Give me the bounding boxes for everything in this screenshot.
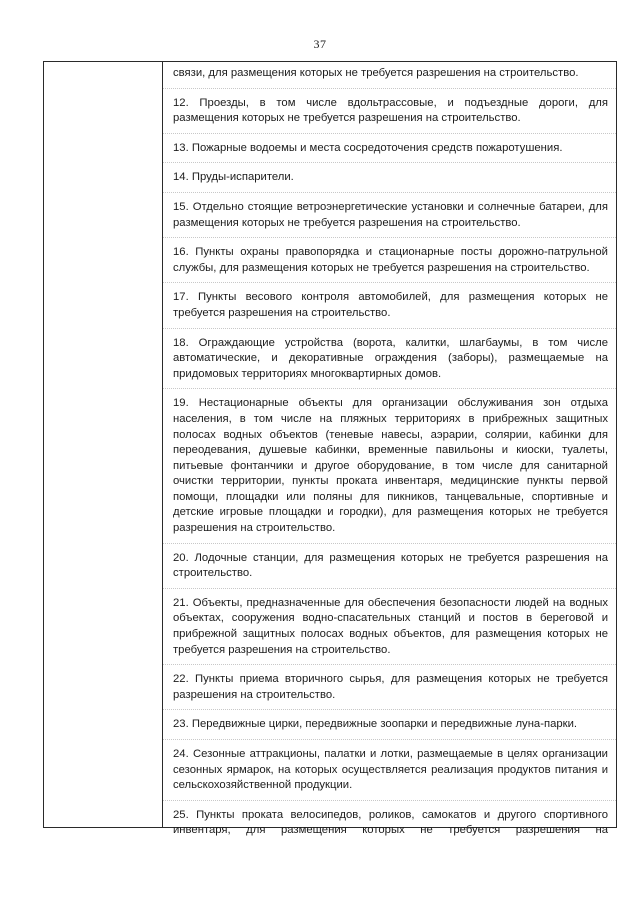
list-item: 20. Лодочные станции, для размещения которых не требуется разрешения на строительство.	[173, 551, 608, 580]
item-separator	[163, 388, 616, 389]
item-separator	[163, 709, 616, 710]
list-item: 18. Ограждающие устройства (ворота, калитки, шлагбаумы, в том числе автоматические, и декоративные ограждения (заборы), размещаемые на придомовых территориях многоквартирных домов.	[173, 336, 608, 380]
list-item: связи, для размещения которых не требуется разрешения на строительство.	[173, 67, 579, 79]
list-item: 13. Пожарные водоемы и места сосредоточения средств пожаротушения.	[173, 141, 563, 154]
list-item: 21. Объекты, предназначенные для обеспечения безопасности людей на водных объектах, сооружения водно-спасательных станций и постов в береговой и прибрежной защитных полосах водных объектов, для размещения которых не требуется разрешения на строительство.	[173, 596, 608, 656]
item-separator	[163, 88, 616, 89]
page-number: 37	[313, 37, 327, 51]
item-separator	[163, 237, 616, 238]
item-separator	[163, 588, 616, 589]
permitted-uses-table	[43, 61, 617, 837]
item-separator	[163, 800, 616, 801]
item-separator	[163, 543, 616, 544]
list-item: 14. Пруды-испарители.	[173, 171, 294, 184]
item-separator	[163, 192, 616, 193]
list-item: 12. Проезды, в том числе вдольтрассовые, и подъездные дороги, для размещения которых не требуется разрешения на строительство.	[173, 96, 608, 125]
list-item: 22. Пункты приема вторичного сырья, для размещения которых не требуется разрешения на строительство.	[173, 673, 608, 701]
item-separator	[163, 282, 616, 283]
list-item: 15. Отдельно стоящие ветроэнергетические установки и солнечные батареи, для размещения которых не требуется разрешения на строительство.	[173, 200, 608, 229]
list-item: 23. Передвижные цирки, передвижные зоопарки и передвижные луна-парки.	[173, 718, 578, 731]
list-item: 24. Сезонные аттракционы, палатки и лотки, размещаемые в целях организации сезонных ярмарок, на которых осуществляется реализация продуктов питания и сельскохозяйственной продукции.	[173, 748, 608, 792]
list-item: 19. Нестационарные объекты для организации обслуживания зон отдыха населения, в том числе на пляжных территориях в прибрежных защитных полосах водных объектов (теневые навесы, аэрарии, солярии, кабинки для переодевания, душевые кабинки, временные павильоны и киоски, туалеты, питьевые фонтанчики и другое оборудование, в том числе для санитарной очистки территории, пункты проката инвентаря, медицинские пункты первой помощи, площадки или поляны для пикников, танцевальные, спортивные и детские игровые площадки и городки), для размещения которых не требуется разрешения на строительство.	[173, 397, 608, 535]
item-separator	[163, 133, 616, 134]
list-item: 16. Пункты охраны правопорядка и стационарные посты дорожно-патрульной службы, для размещения которых не требуется разрешения на строительство.	[173, 246, 608, 274]
item-separator	[163, 162, 616, 163]
item-separator	[163, 328, 616, 329]
list-item: 25. Пункты проката велосипедов, роликов, самокатов и другого спортивного инвентаря, для размещения которых не требуется разрешения на	[173, 808, 608, 837]
list-item: 17. Пункты весового контроля автомобилей, для размещения которых не требуется разрешения на строительство.	[173, 291, 608, 319]
item-separator	[163, 739, 616, 740]
item-separator	[163, 664, 616, 665]
uses-column	[163, 62, 616, 837]
